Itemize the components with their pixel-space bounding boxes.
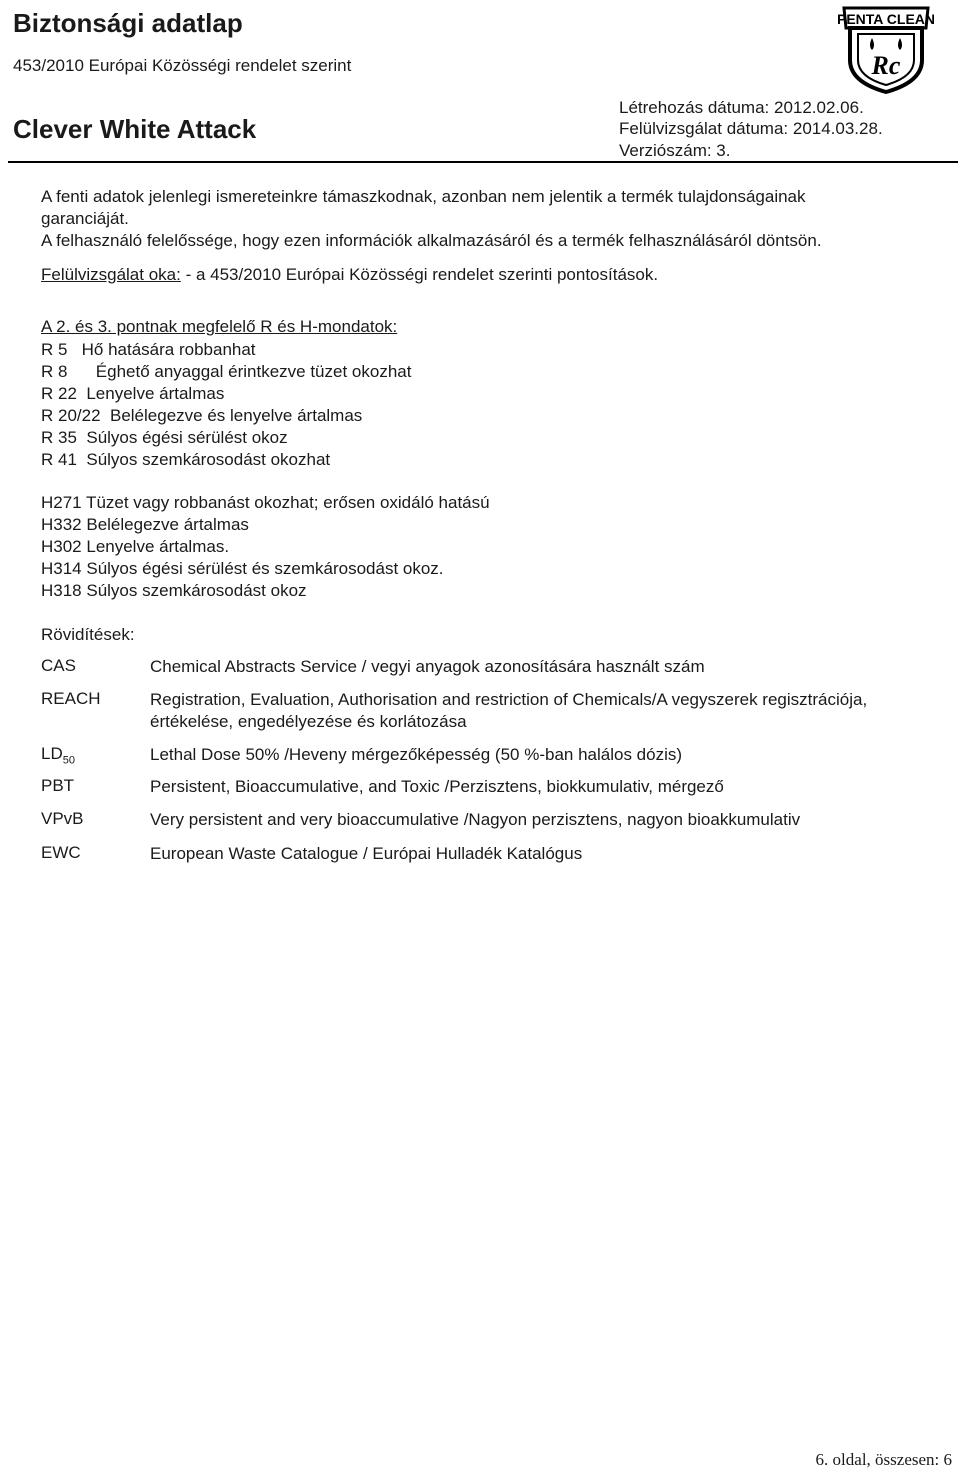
r-phrase: R 20/22 Belélegezve és lenyelve ártalmas [41,406,363,425]
intro-line-3: A felhasználó felelőssége, hogy ezen információk alkalmazásáról és a termék felhasználásáról döntsön. [41,231,822,250]
abbreviations-heading: Rövidítések: [41,625,135,644]
abbr-key: CAS [41,656,76,675]
svg-text:Rc: Rc [871,51,901,80]
abbr-key-ld50 [41,744,75,766]
intro-line-2: garanciáját. [41,209,129,228]
r-phrase: R 35 Súlyos égési sérülést okoz [41,428,288,447]
phrases-heading: A 2. és 3. pontnak megfelelő R és H-mondatok: [41,317,398,336]
abbr-key: REACH [41,689,101,708]
abbr-value: Registration, Evaluation, Authorisation and restriction of Chemicals/A vegyszerek regisztrációja, értékelése, engedélyezése és korlátozása [150,690,868,731]
h-statement: H302 Lenyelve ártalmas. [41,537,230,556]
penta-clean-logo [838,2,934,94]
h-statement: H332 Belélegezve ártalmas [41,515,249,534]
version-number: Verziószám: 3. [619,141,731,160]
r-phrase: R 5 Hő hatására robbanhat [41,340,256,359]
h-statement: H314 Súlyos égési sérülést és szemkárosodást okoz. [41,559,444,578]
document-title: Biztonsági adatlap [13,8,243,38]
page-number: 6. oldal, összesen: 6 [815,1450,952,1469]
abbr-value: Lethal Dose 50% /Heveny mérgezőképesség (50 %-ban halálos dózis) [150,745,683,764]
revision-reason-text: - a 453/2010 Európai Közösségi rendelet szerinti pontosítások. [180,265,659,284]
revision-reason-label: Felülvizsgálat oka: [41,265,181,284]
h-statement: H271 Tüzet vagy robbanást okozhat; erősen oxidáló hatású [41,493,490,512]
revised-date: Felülvizsgálat dátuma: 2014.03.28. [619,119,883,138]
h-statement: H318 Súlyos szemkárosodást okoz [41,581,307,600]
product-name: Clever White Attack [13,114,257,144]
abbr-value: Chemical Abstracts Service / vegyi anyagok azonosítására használt szám [150,657,705,676]
r-phrase: R 22 Lenyelve ártalmas [41,384,225,403]
penta-clean-logo-graphic [838,2,934,94]
abbr-key-ld: LD [41,744,63,763]
abbr-key: PBT [41,776,75,795]
intro-line-1: A fenti adatok jelenlegi ismereteinkre támaszkodnak, azonban nem jelentik a termék tulajdonságainak [41,187,806,206]
abbr-value: Very persistent and very bioaccumulative /Nagyon perzisztens, nagyon bioakkumulativ [150,810,801,829]
abbr-key: EWC [41,843,81,862]
revision-reason [41,264,658,286]
abbr-key: VPvB [41,809,84,828]
abbr-value: Persistent, Bioaccumulative, and Toxic /Perzisztens, biokkumulativ, mérgező [150,777,724,796]
r-phrase: R 41 Súlyos szemkárosodást okozhat [41,450,331,469]
created-date: Létrehozás dátuma: 2012.02.06. [619,98,864,117]
logo-wordmark: PENTA CLEAN [838,11,934,27]
r-phrase: R 8 Éghető anyaggal érintkezve tüzet okozhat [41,362,412,381]
regulation-subtitle: 453/2010 Európai Közösségi rendelet szerint [13,56,352,75]
abbr-value: European Waste Catalogue / Európai Hulladék Katalógus [150,844,583,863]
abbr-key-subscript: 50 [62,754,75,767]
header-divider [8,161,958,163]
